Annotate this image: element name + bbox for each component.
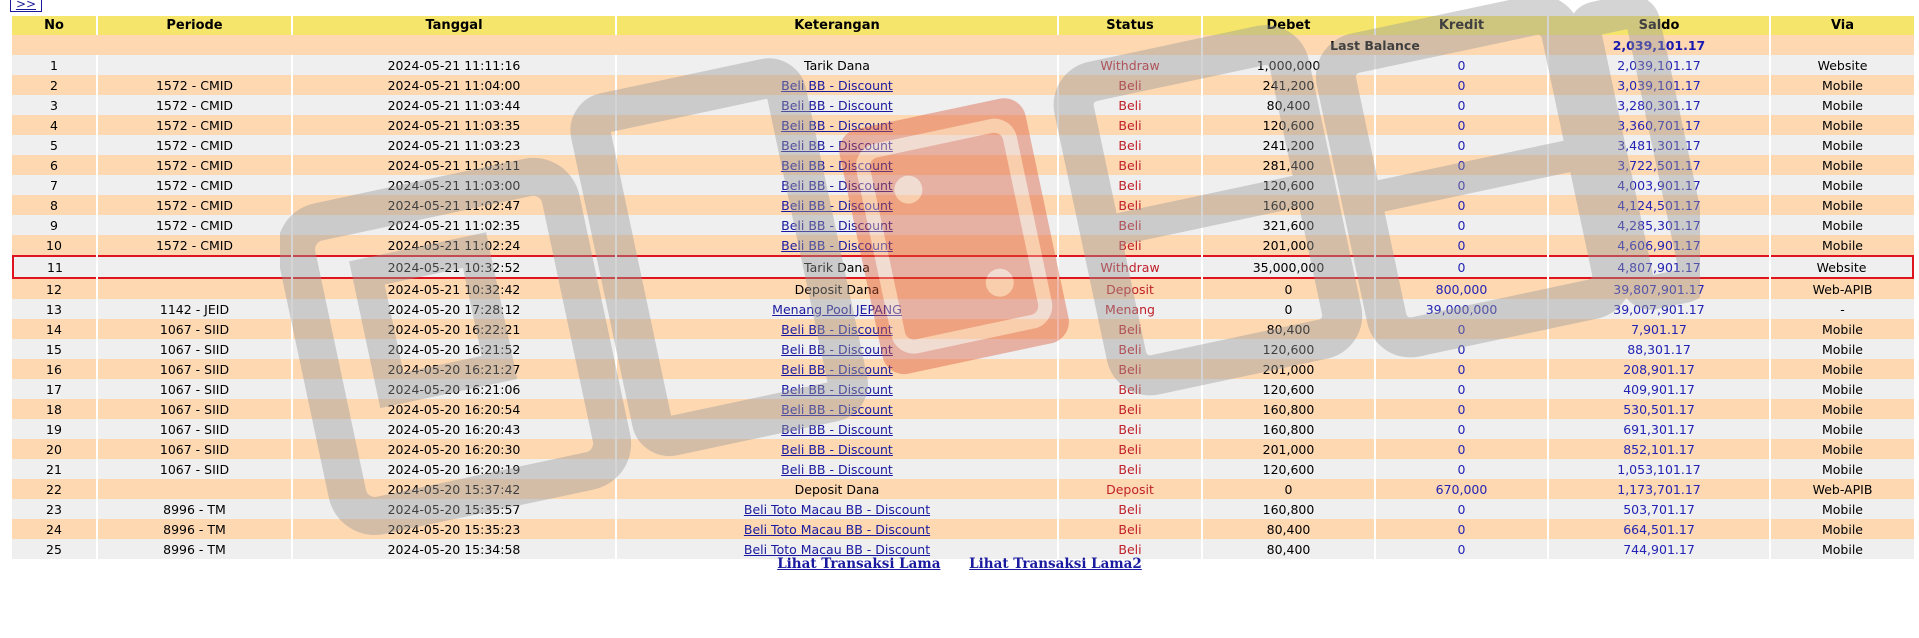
cell-kredit: 0 — [1376, 95, 1547, 115]
last-balance-label: Last Balance — [1203, 35, 1547, 55]
cell-via: Mobile — [1771, 95, 1914, 115]
cell-status: Beli — [1059, 399, 1201, 419]
cell-no: 3 — [12, 95, 96, 115]
cell-via: - — [1771, 299, 1914, 319]
cell-via: Mobile — [1771, 235, 1914, 255]
cell-kredit: 0 — [1376, 215, 1547, 235]
transaction-detail-link[interactable]: Beli BB - Discount — [781, 217, 893, 233]
transaction-detail-link[interactable]: Beli BB - Discount — [781, 137, 893, 153]
transaction-detail-link[interactable]: Beli BB - Discount — [781, 421, 893, 437]
cell-status: Deposit — [1059, 279, 1201, 299]
cell-saldo: 7,901.17 — [1549, 319, 1769, 339]
table-row — [12, 195, 1914, 215]
cell-periode — [98, 479, 291, 499]
cell-via: Mobile — [1771, 399, 1914, 419]
col-header-tanggal: Tanggal — [293, 16, 615, 35]
transaction-detail-link[interactable]: Beli BB - Discount — [781, 157, 893, 173]
cell-tanggal: 2024-05-20 15:37:42 — [293, 479, 615, 499]
last-balance-row — [12, 35, 1914, 55]
cell-debet: 321,600 — [1203, 215, 1374, 235]
cell-kredit: 0 — [1376, 439, 1547, 459]
cell-no: 7 — [12, 175, 96, 195]
cell-via: Mobile — [1771, 115, 1914, 135]
cell-no: 9 — [12, 215, 96, 235]
cell-no: 12 — [12, 279, 96, 299]
cell-debet: 35,000,000 — [1203, 255, 1374, 279]
cell-saldo: 39,807,901.17 — [1549, 279, 1769, 299]
cell-status: Beli — [1059, 135, 1201, 155]
cell-tanggal: 2024-05-20 15:35:23 — [293, 519, 615, 539]
cell-saldo: 1,173,701.17 — [1549, 479, 1769, 499]
cell-kredit: 0 — [1376, 339, 1547, 359]
cell-status: Beli — [1059, 459, 1201, 479]
cell-kredit: 0 — [1376, 379, 1547, 399]
cell-kredit: 0 — [1376, 255, 1547, 279]
cell-via: Mobile — [1771, 379, 1914, 399]
cell-saldo: 530,501.17 — [1549, 399, 1769, 419]
cell-debet: 80,400 — [1203, 539, 1374, 559]
cell-tanggal: 2024-05-21 11:03:00 — [293, 175, 615, 195]
col-header-kredit: Kredit — [1376, 16, 1547, 35]
cell-via: Mobile — [1771, 459, 1914, 479]
cell-keterangan — [617, 175, 1057, 195]
transaction-detail-link[interactable]: Beli BB - Discount — [781, 381, 893, 397]
cell-no: 13 — [12, 299, 96, 319]
cell-periode: 1572 - CMID — [98, 175, 291, 195]
cell-status: Beli — [1059, 419, 1201, 439]
cell-tanggal: 2024-05-21 11:03:44 — [293, 95, 615, 115]
cell-status: Beli — [1059, 155, 1201, 175]
table-row — [12, 439, 1914, 459]
cell-keterangan: Tarik Dana — [617, 55, 1057, 75]
cell-periode: 1572 - CMID — [98, 235, 291, 255]
cell-no: 2 — [12, 75, 96, 95]
cell-status: Withdraw — [1059, 255, 1201, 279]
cell-no: 1 — [12, 55, 96, 75]
cell-keterangan — [617, 235, 1057, 255]
cell-status: Beli — [1059, 95, 1201, 115]
cell-keterangan — [617, 195, 1057, 215]
cell-saldo: 39,007,901.17 — [1549, 299, 1769, 319]
cell-no: 23 — [12, 499, 96, 519]
cell-debet: 0 — [1203, 479, 1374, 499]
cell-debet: 241,200 — [1203, 75, 1374, 95]
cell-saldo: 4,003,901.17 — [1549, 175, 1769, 195]
cell-status: Beli — [1059, 215, 1201, 235]
transaction-detail-link[interactable]: Beli BB - Discount — [781, 97, 893, 113]
cell-via: Web-APIB — [1771, 479, 1914, 499]
table-row — [12, 155, 1914, 175]
transaction-detail-link[interactable]: Beli Toto Macau BB - Discount — [743, 521, 931, 537]
col-header-no: No — [12, 16, 96, 35]
table-row — [12, 115, 1914, 135]
table-row — [12, 319, 1914, 339]
table-row — [12, 255, 1914, 279]
cell-periode: 1572 - CMID — [98, 155, 291, 175]
cell-saldo: 1,053,101.17 — [1549, 459, 1769, 479]
cell-tanggal: 2024-05-20 16:20:54 — [293, 399, 615, 419]
cell-via: Website — [1771, 55, 1914, 75]
table-header-row — [12, 16, 1914, 35]
cell-keterangan — [617, 115, 1057, 135]
cell-no: 20 — [12, 439, 96, 459]
transaction-detail-link[interactable]: Beli BB - Discount — [781, 117, 893, 133]
old-transactions-link[interactable]: Lihat Transaksi Lama — [777, 556, 941, 572]
col-header-status: Status — [1059, 16, 1201, 35]
cell-keterangan — [617, 75, 1057, 95]
transaction-detail-link[interactable]: Beli BB - Discount — [781, 77, 893, 93]
cell-no: 18 — [12, 399, 96, 419]
cell-status: Withdraw — [1059, 55, 1201, 75]
cell-debet: 160,800 — [1203, 399, 1374, 419]
table-row — [12, 75, 1914, 95]
table-row — [12, 95, 1914, 115]
cell-tanggal: 2024-05-21 11:03:11 — [293, 155, 615, 175]
table-row — [12, 55, 1914, 75]
cell-via: Mobile — [1771, 439, 1914, 459]
cell-tanggal: 2024-05-21 11:11:16 — [293, 55, 615, 75]
cell-keterangan: Deposit Dana — [617, 279, 1057, 299]
cell-no: 21 — [12, 459, 96, 479]
last-balance-value: 2,039,101.17 — [1549, 35, 1769, 55]
cell-no: 4 — [12, 115, 96, 135]
cell-tanggal: 2024-05-20 16:21:52 — [293, 339, 615, 359]
cell-via: Mobile — [1771, 359, 1914, 379]
cell-keterangan — [617, 155, 1057, 175]
cell-debet: 0 — [1203, 279, 1374, 299]
table-row — [12, 459, 1914, 479]
cell-kredit: 670,000 — [1376, 479, 1547, 499]
cell-tanggal: 2024-05-21 11:02:35 — [293, 215, 615, 235]
cell-saldo: 852,101.17 — [1549, 439, 1769, 459]
cell-debet: 1,000,000 — [1203, 55, 1374, 75]
cell-debet: 160,800 — [1203, 195, 1374, 215]
cell-no: 25 — [12, 539, 96, 559]
cell-periode: 1572 - CMID — [98, 215, 291, 235]
cell-debet: 281,400 — [1203, 155, 1374, 175]
table-row — [12, 215, 1914, 235]
table-row — [12, 399, 1914, 419]
cell-tanggal: 2024-05-21 10:32:42 — [293, 279, 615, 299]
cell-debet: 80,400 — [1203, 95, 1374, 115]
col-header-debet: Debet — [1203, 16, 1374, 35]
cell-no: 11 — [12, 255, 96, 279]
table-row — [12, 379, 1914, 399]
table-row — [12, 299, 1914, 319]
cell-tanggal: 2024-05-21 11:02:47 — [293, 195, 615, 215]
cell-debet: 120,600 — [1203, 459, 1374, 479]
cell-keterangan — [617, 379, 1057, 399]
cell-debet: 120,600 — [1203, 175, 1374, 195]
cell-status: Deposit — [1059, 479, 1201, 499]
transaction-detail-link[interactable]: Beli BB - Discount — [781, 401, 893, 417]
cell-tanggal: 2024-05-20 16:20:30 — [293, 439, 615, 459]
col-header-via: Via — [1771, 16, 1914, 35]
table-row — [12, 175, 1914, 195]
transaction-detail-link[interactable]: Beli BB - Discount — [781, 321, 893, 337]
cell-periode: 1067 - SIID — [98, 339, 291, 359]
cell-saldo: 4,606,901.17 — [1549, 235, 1769, 255]
cell-status: Menang — [1059, 299, 1201, 319]
cell-periode: 1142 - JEID — [98, 299, 291, 319]
col-header-periode: Periode — [98, 16, 291, 35]
cell-via: Mobile — [1771, 195, 1914, 215]
cell-kredit: 0 — [1376, 115, 1547, 135]
cell-debet: 241,200 — [1203, 135, 1374, 155]
cell-status: Beli — [1059, 379, 1201, 399]
cell-kredit: 0 — [1376, 155, 1547, 175]
cell-debet: 160,800 — [1203, 499, 1374, 519]
cell-via: Website — [1771, 255, 1914, 279]
table-row — [12, 519, 1914, 539]
table-row — [12, 135, 1914, 155]
cell-no: 17 — [12, 379, 96, 399]
cell-tanggal: 2024-05-20 17:28:12 — [293, 299, 615, 319]
cell-status: Beli — [1059, 519, 1201, 539]
cell-saldo: 88,301.17 — [1549, 339, 1769, 359]
cell-saldo: 691,301.17 — [1549, 419, 1769, 439]
cell-via: Mobile — [1771, 499, 1914, 519]
cell-periode: 1067 - SIID — [98, 359, 291, 379]
cell-saldo: 664,501.17 — [1549, 519, 1769, 539]
cell-keterangan — [617, 439, 1057, 459]
cell-debet: 80,400 — [1203, 319, 1374, 339]
table-row — [12, 279, 1914, 299]
col-header-saldo: Saldo — [1549, 16, 1769, 35]
cell-kredit: 0 — [1376, 55, 1547, 75]
transaction-detail-link[interactable]: Beli BB - Discount — [781, 441, 893, 457]
cell-keterangan — [617, 499, 1057, 519]
table-row — [12, 499, 1914, 519]
cell-periode: 8996 - TM — [98, 539, 291, 559]
cell-kredit: 0 — [1376, 195, 1547, 215]
cell-periode: 1572 - CMID — [98, 195, 291, 215]
table-row — [12, 479, 1914, 499]
transaction-detail-link[interactable]: Beli BB - Discount — [781, 361, 893, 377]
cell-debet: 120,600 — [1203, 115, 1374, 135]
cell-kredit: 0 — [1376, 539, 1547, 559]
cell-keterangan: Tarik Dana — [617, 255, 1057, 279]
transaction-detail-link[interactable]: Beli BB - Discount — [781, 237, 893, 253]
cell-kredit: 0 — [1376, 135, 1547, 155]
cell-saldo: 208,901.17 — [1549, 359, 1769, 379]
cell-periode: 1572 - CMID — [98, 135, 291, 155]
cell-debet: 201,000 — [1203, 359, 1374, 379]
transaction-table — [10, 16, 1916, 559]
cell-status: Beli — [1059, 195, 1201, 215]
cell-debet: 160,800 — [1203, 419, 1374, 439]
cell-tanggal: 2024-05-21 11:02:24 — [293, 235, 615, 255]
footer-links — [0, 556, 1919, 572]
cell-periode: 8996 - TM — [98, 519, 291, 539]
cell-saldo: 3,360,701.17 — [1549, 115, 1769, 135]
cell-via: Mobile — [1771, 519, 1914, 539]
table-row — [12, 359, 1914, 379]
cell-status: Beli — [1059, 499, 1201, 519]
next-page-button[interactable]: >> — [10, 0, 42, 12]
old-transactions-2-link[interactable]: Lihat Transaksi Lama2 — [969, 556, 1142, 572]
cell-no: 14 — [12, 319, 96, 339]
cell-keterangan — [617, 459, 1057, 479]
cell-status: Beli — [1059, 75, 1201, 95]
cell-kredit: 0 — [1376, 175, 1547, 195]
cell-debet: 201,000 — [1203, 439, 1374, 459]
cell-via: Mobile — [1771, 175, 1914, 195]
cell-tanggal: 2024-05-21 10:32:52 — [293, 255, 615, 279]
cell-tanggal: 2024-05-20 15:35:57 — [293, 499, 615, 519]
cell-via: Mobile — [1771, 339, 1914, 359]
cell-tanggal: 2024-05-20 16:20:43 — [293, 419, 615, 439]
cell-keterangan — [617, 339, 1057, 359]
cell-tanggal: 2024-05-20 16:22:21 — [293, 319, 615, 339]
cell-keterangan — [617, 419, 1057, 439]
transaction-detail-link[interactable]: Beli Toto Macau BB - Discount — [743, 541, 931, 557]
cell-keterangan — [617, 215, 1057, 235]
cell-saldo: 4,807,901.17 — [1549, 255, 1769, 279]
cell-kredit: 0 — [1376, 359, 1547, 379]
transaction-detail-link[interactable]: Beli BB - Discount — [781, 461, 893, 477]
cell-kredit: 0 — [1376, 499, 1547, 519]
cell-periode: 1067 - SIID — [98, 399, 291, 419]
cell-keterangan — [617, 135, 1057, 155]
cell-no: 10 — [12, 235, 96, 255]
cell-tanggal: 2024-05-20 15:34:58 — [293, 539, 615, 559]
cell-tanggal: 2024-05-21 11:03:23 — [293, 135, 615, 155]
cell-no: 6 — [12, 155, 96, 175]
table-row — [12, 235, 1914, 255]
cell-saldo: 4,124,501.17 — [1549, 195, 1769, 215]
cell-periode: 1572 - CMID — [98, 115, 291, 135]
transaction-detail-link[interactable]: Beli BB - Discount — [781, 341, 893, 357]
transaction-detail-link[interactable]: Beli BB - Discount — [781, 197, 893, 213]
cell-periode — [98, 255, 291, 279]
cell-saldo: 3,280,301.17 — [1549, 95, 1769, 115]
cell-keterangan: Deposit Dana — [617, 479, 1057, 499]
cell-via: Mobile — [1771, 215, 1914, 235]
cell-via: Web-APIB — [1771, 279, 1914, 299]
cell-status: Beli — [1059, 339, 1201, 359]
cell-periode: 1067 - SIID — [98, 439, 291, 459]
cell-kredit: 39,000,000 — [1376, 299, 1547, 319]
cell-periode — [98, 55, 291, 75]
cell-status: Beli — [1059, 235, 1201, 255]
cell-saldo: 4,285,301.17 — [1549, 215, 1769, 235]
cell-status: Beli — [1059, 115, 1201, 135]
cell-periode: 1067 - SIID — [98, 419, 291, 439]
cell-periode: 1572 - CMID — [98, 75, 291, 95]
cell-no: 16 — [12, 359, 96, 379]
col-header-keterangan: Keterangan — [617, 16, 1057, 35]
cell-tanggal: 2024-05-20 16:20:19 — [293, 459, 615, 479]
cell-saldo: 2,039,101.17 — [1549, 55, 1769, 75]
cell-saldo: 409,901.17 — [1549, 379, 1769, 399]
cell-keterangan — [617, 399, 1057, 419]
cell-no: 15 — [12, 339, 96, 359]
transaction-detail-link[interactable]: Menang Pool JEPANG — [772, 301, 902, 317]
cell-periode: 1067 - SIID — [98, 319, 291, 339]
cell-via: Mobile — [1771, 75, 1914, 95]
cell-periode: 8996 - TM — [98, 499, 291, 519]
cell-no: 5 — [12, 135, 96, 155]
cell-kredit: 0 — [1376, 419, 1547, 439]
table-row — [12, 419, 1914, 439]
cell-status: Beli — [1059, 175, 1201, 195]
cell-saldo: 3,039,101.17 — [1549, 75, 1769, 95]
cell-via: Mobile — [1771, 135, 1914, 155]
cell-tanggal: 2024-05-21 11:04:00 — [293, 75, 615, 95]
cell-saldo: 503,701.17 — [1549, 499, 1769, 519]
cell-keterangan — [617, 299, 1057, 319]
cell-no: 19 — [12, 419, 96, 439]
cell-tanggal: 2024-05-20 16:21:06 — [293, 379, 615, 399]
cell-via: Mobile — [1771, 419, 1914, 439]
cell-keterangan — [617, 519, 1057, 539]
cell-status: Beli — [1059, 539, 1201, 559]
table-row — [12, 339, 1914, 359]
cell-kredit: 0 — [1376, 519, 1547, 539]
cell-periode: 1572 - CMID — [98, 95, 291, 115]
cell-no: 22 — [12, 479, 96, 499]
cell-periode: 1067 - SIID — [98, 459, 291, 479]
cell-no: 8 — [12, 195, 96, 215]
cell-debet: 0 — [1203, 299, 1374, 319]
cell-kredit: 800,000 — [1376, 279, 1547, 299]
cell-kredit: 0 — [1376, 235, 1547, 255]
cell-kredit: 0 — [1376, 399, 1547, 419]
cell-via: Mobile — [1771, 319, 1914, 339]
cell-debet: 120,600 — [1203, 339, 1374, 359]
cell-tanggal: 2024-05-20 16:21:27 — [293, 359, 615, 379]
cell-saldo: 744,901.17 — [1549, 539, 1769, 559]
transaction-detail-link[interactable]: Beli Toto Macau BB - Discount — [743, 501, 931, 517]
cell-via: Mobile — [1771, 155, 1914, 175]
cell-periode: 1067 - SIID — [98, 379, 291, 399]
cell-debet: 80,400 — [1203, 519, 1374, 539]
cell-keterangan — [617, 95, 1057, 115]
cell-status: Beli — [1059, 359, 1201, 379]
cell-tanggal: 2024-05-21 11:03:35 — [293, 115, 615, 135]
cell-saldo: 3,481,301.17 — [1549, 135, 1769, 155]
cell-no: 24 — [12, 519, 96, 539]
cell-kredit: 0 — [1376, 75, 1547, 95]
cell-periode — [98, 279, 291, 299]
cell-keterangan — [617, 359, 1057, 379]
transaction-detail-link[interactable]: Beli BB - Discount — [781, 177, 893, 193]
cell-kredit: 0 — [1376, 319, 1547, 339]
cell-saldo: 3,722,501.17 — [1549, 155, 1769, 175]
cell-kredit: 0 — [1376, 459, 1547, 479]
cell-debet: 201,000 — [1203, 235, 1374, 255]
cell-via: Mobile — [1771, 539, 1914, 559]
cell-status: Beli — [1059, 439, 1201, 459]
cell-status: Beli — [1059, 319, 1201, 339]
cell-keterangan — [617, 319, 1057, 339]
cell-debet: 120,600 — [1203, 379, 1374, 399]
